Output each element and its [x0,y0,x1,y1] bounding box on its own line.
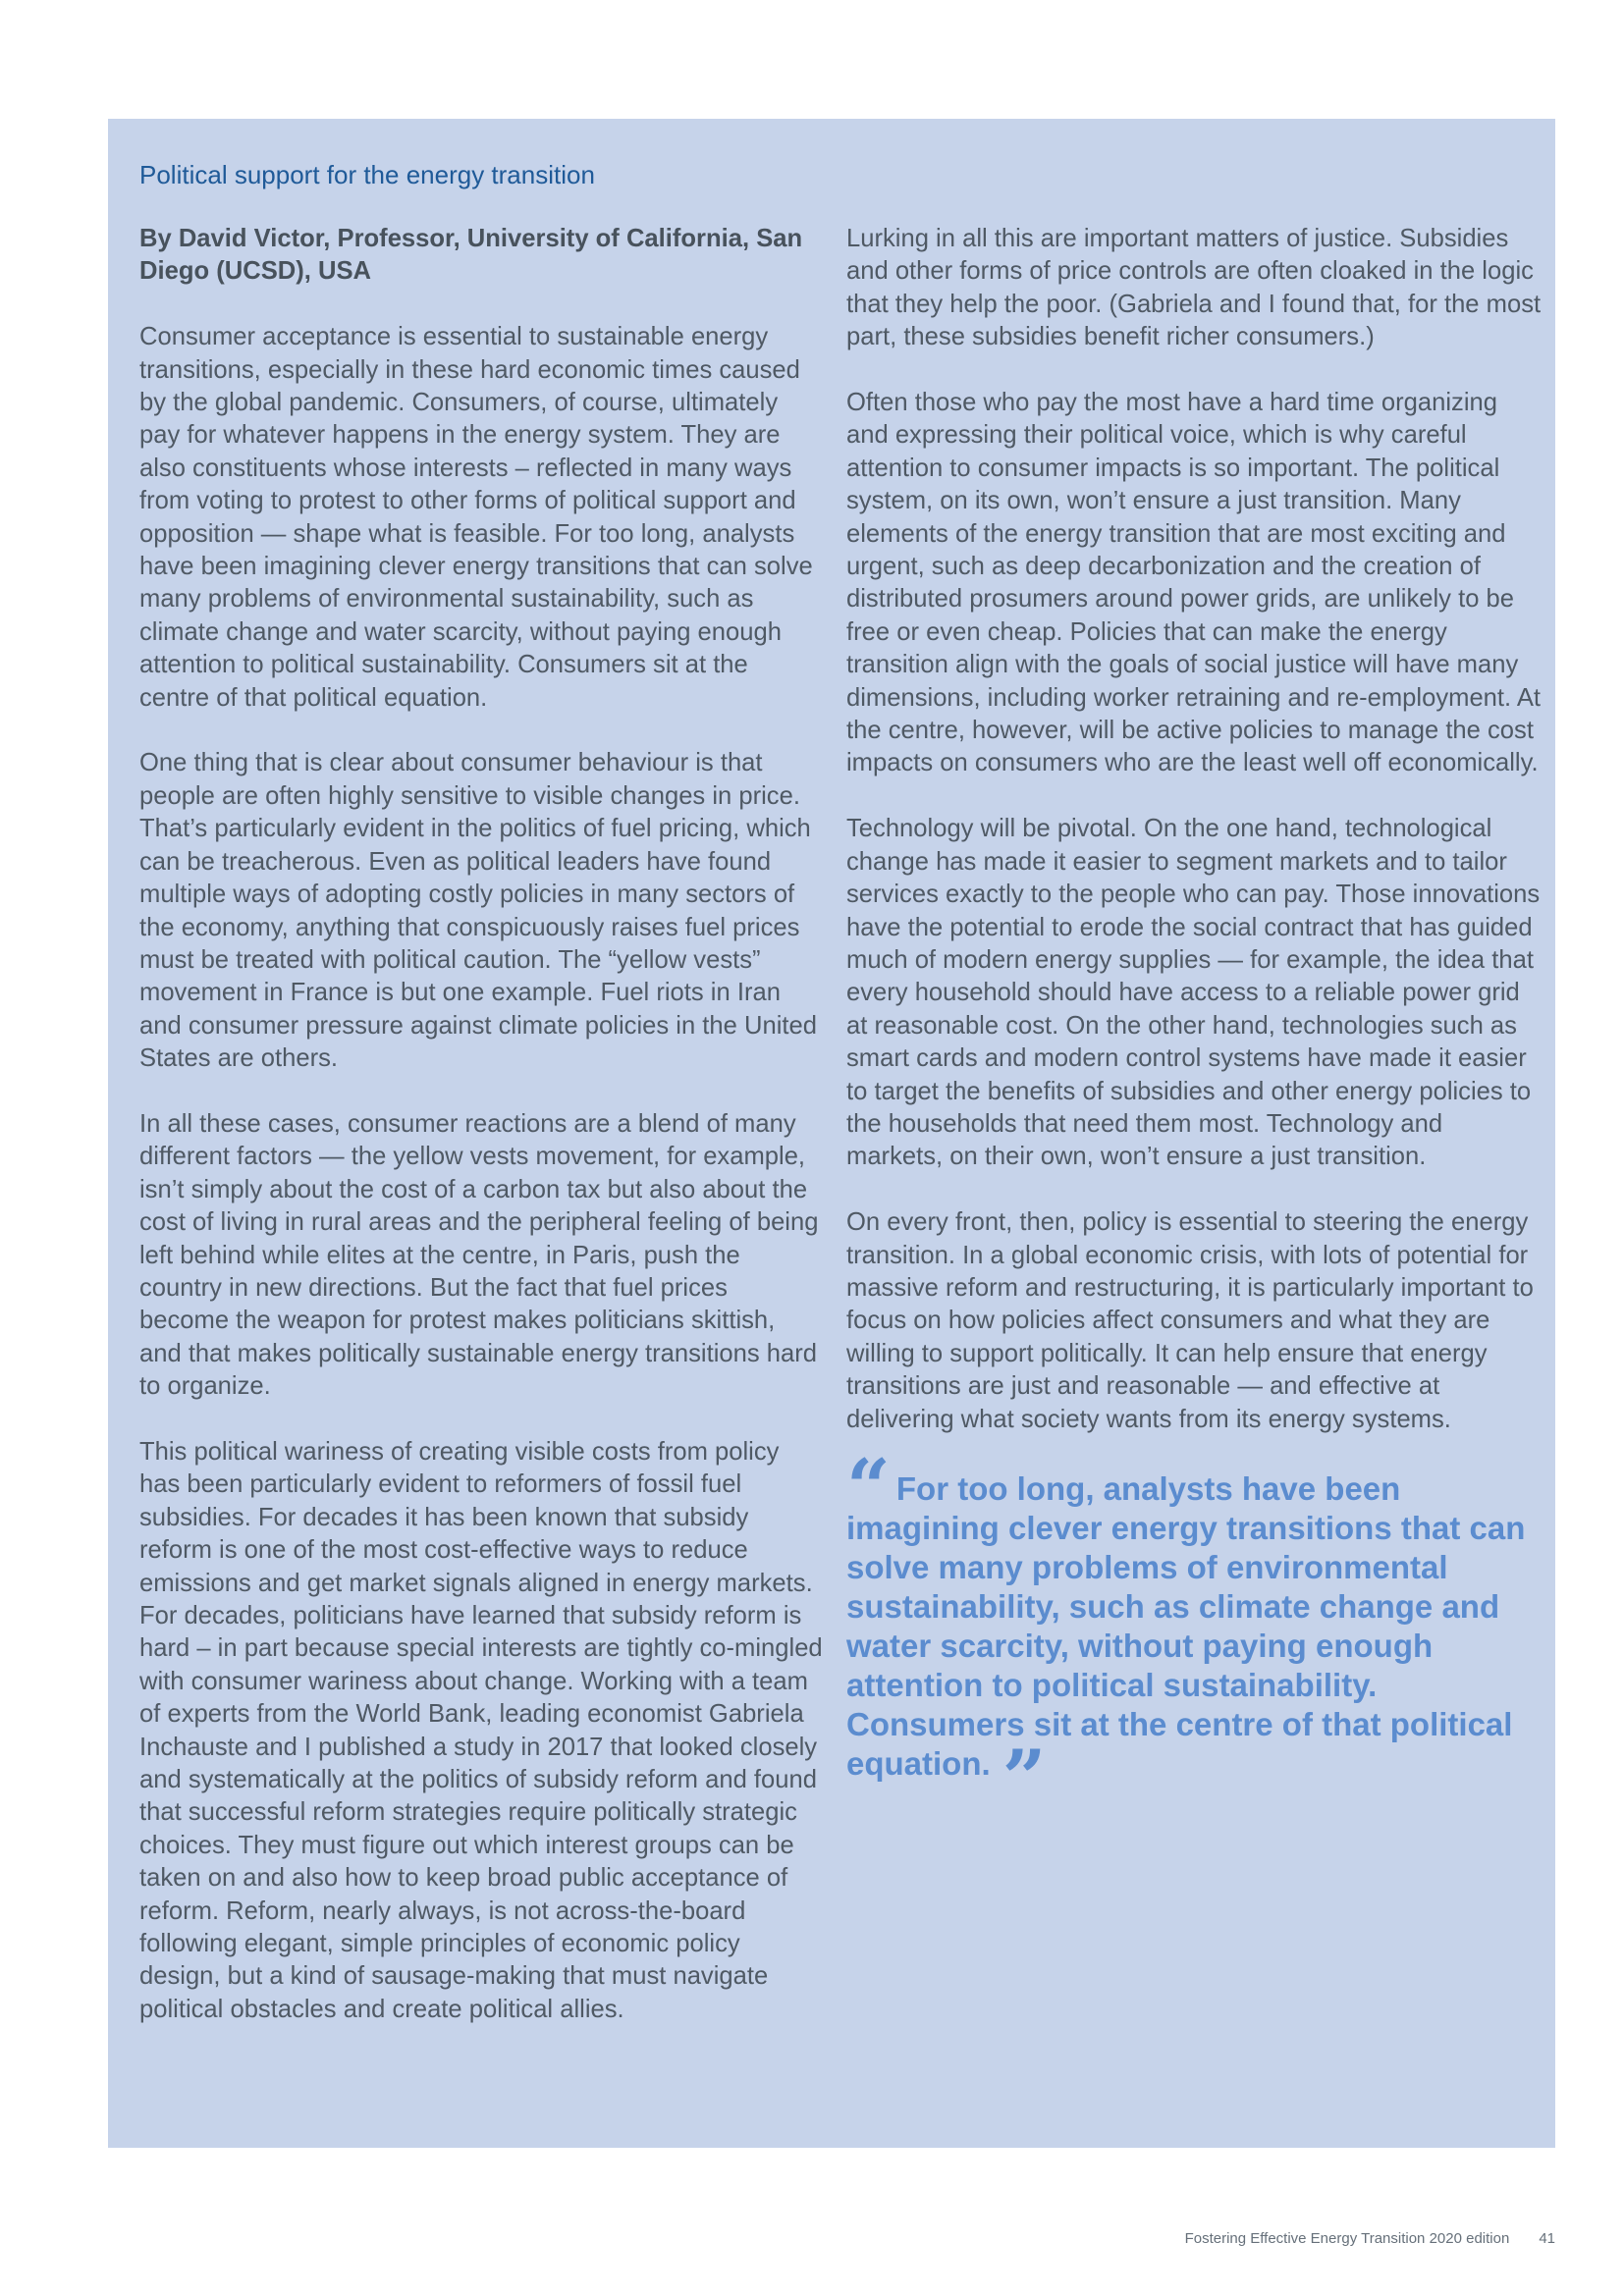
pull-quote [846,1443,1543,1824]
left-column [139,223,823,2059]
page-footer [1185,2229,1555,2249]
paragraph: Technology will be pivotal. On the one hand, technological change has made it easier to segment markets and to tailor services exactly to the people who can pay. Those innovations have the potential to erode the social contract that has guided much of modern energy supplies — for example, the idea that every household should have access to a reliable power grid at reasonable cost. On the other hand, technologies such as smart cards and modern control systems have made it easier to target the benefits of subsidies and other energy policies to the households that need them most. Technology and markets, on their own, won’t ensure a just transition. [846,815,1541,1171]
close-quote-icon: ” [1001,1734,1047,1824]
paragraph: One thing that is clear about consumer behaviour is that people are often highly sensitive to visible changes in price. That’s particularly evident in the politics of fuel pricing, which can be treacherous. Even as political leaders have found multiple ways of adopting costly policies in many sectors of the economy, anything that conspicuously raises fuel prices must be treated with political caution. The “yellow vests” movement in France is but one example. Fuel riots in Iran and consumer pressure against climate policies in the United States are others. [139,749,817,1073]
pull-quote-text: For too long, analysts have been imagining clever energy transitions that can solve many problems of environmental sustainability, such as climate change and water scarcity, without paying enough attention to political sustainability. Consumers sit at the centre of that political equation. [846,1470,1526,1783]
open-quote-icon: “ [846,1443,891,1533]
paragraph: On every front, then, policy is essential to steering the energy transition. In a global economic crisis, with lots of potential for massive reform and restructuring, it is particularly important to focus on how policies affect consumers and what they are willing to support politically. It can help ensure that energy transitions are just and reasonable — and effective at delivering what society wants from its energy systems. [846,1208,1534,1433]
paragraph: Lurking in all this are important matters of justice. Subsidies and other forms of price controls are often cloaked in the logic that they help the poor. (Gabriela and I found that, for the most part, these subsidies benefit richer consumers.) [846,225,1542,351]
paragraph: Often those who pay the most have a hard time organizing and expressing their political voice, which is why careful attention to consumer impacts is so important. The political system, on its own, won’t ensure a just transition. Many elements of the energy transition that are most exciting and urgent, such as deep decarbonization and the creation of distributed prosumers around power grids, are unlikely to be free or even cheap. Policies that can make the energy transition align with the goals of social justice will have many dimensions, including worker retraining and re-employment. At the centre, however, will be active policies to manage the cost impacts on consumers who are the least well off economically. [846,389,1542,777]
author-byline: By David Victor, Professor, University of California, San Diego (UCSD), USA [139,225,803,286]
publication-title: Fostering Effective Energy Transition 2020 edition [1184,2230,1510,2247]
article-panel [108,119,1555,2148]
paragraph: In all these cases, consumer reactions are a blend of many different factors — the yellow vests movement, for example, isn’t simply about the cost of a carbon tax but also about the cost of living in rural areas and the peripheral feeling of being left behind while elites at the centre, in Paris, push the country in new directions. But the fact that fuel prices become the weapon for protest makes politicians skittish, and that makes politically sustainable energy transitions hard to organize. [139,1109,819,1401]
page-number: 41 [1539,2230,1555,2247]
paragraph: Consumer acceptance is essential to sustainable energy transitions, especially in these hard economic times caused by the global pandemic. Consumers, of course, ultimately pay for whatever happens in the energy system. They are also constituents whose interests – reflected in many ways from voting to protest to other forms of political support and opposition — shape what is feasible. For too long, analysts have been imagining clever energy transitions that can solve many problems of environmental sustainability, such as climate change and water scarcity, without paying enough attention to political sustainability. Consumers sit at the centre of that political equation. [139,323,813,712]
panel-title: Political support for the energy transition [139,160,595,189]
paragraph: This political wariness of creating visible costs from policy has been particularly evident to reformers of fossil fuel subsidies. For decades it has been known that subsidy reform is one of the most cost-effective ways to reduce emissions and get market signals aligned in energy markets. For decades, politicians have learned that subsidy reform is hard – in part because special interests are tightly co-mingled with consumer wariness about change. Working with a team of experts from the World Bank, leading economist Gabriela Inchauste and I published a study in 2017 that looked closely and systematically at the politics of subsidy reform and found that successful reform strategies require politically strategic choices. They must figure out which interest groups can be taken on and also how to keep broad public acceptance of reform. Reform, nearly always, is not across-the-board following elegant, simple principles of economic policy design, but a kind of sausage-making that must navigate political obstacles and create political allies. [139,1437,823,2023]
right-column [846,223,1543,1824]
